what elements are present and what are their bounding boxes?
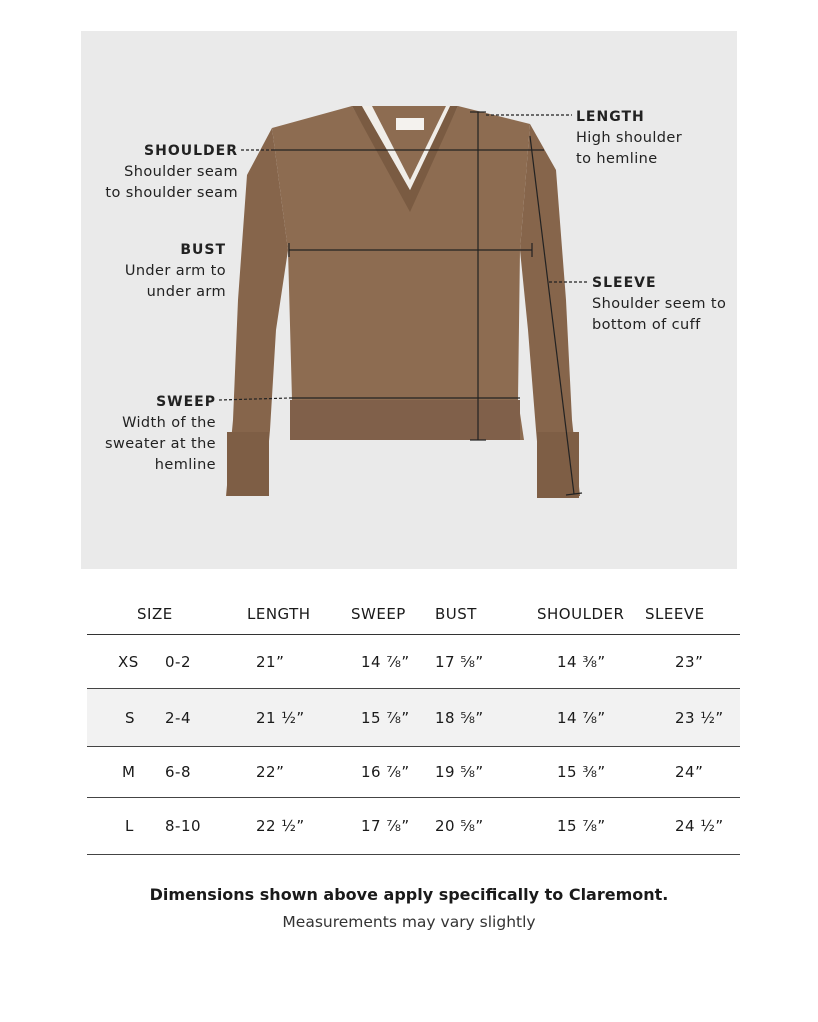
cell-shoulder: 14 ⅞” xyxy=(537,689,645,747)
label-bust-title: BUST xyxy=(180,242,226,258)
cell-range: 8-10 xyxy=(165,798,247,855)
header-size: SIZE xyxy=(87,593,247,635)
label-sleeve-title: SLEEVE xyxy=(592,275,657,291)
label-length-title: LENGTH xyxy=(576,109,645,125)
cell-sweep: 14 ⅞” xyxy=(351,635,435,689)
label-length-desc-2: to hemline xyxy=(576,151,658,167)
cell-shoulder: 15 ⅞” xyxy=(537,798,645,855)
cell-shoulder: 15 ⅜” xyxy=(537,747,645,798)
label-bust-desc-2: under arm xyxy=(146,284,226,300)
label-shoulder-desc-1: Shoulder seam xyxy=(124,164,238,180)
cell-sleeve: 24” xyxy=(645,747,740,798)
cell-sleeve: 24 ½” xyxy=(645,798,740,855)
label-shoulder xyxy=(95,141,238,204)
cell-size: M xyxy=(87,747,165,798)
cell-size: XS xyxy=(87,635,165,689)
label-bust xyxy=(100,240,226,303)
cell-range: 2-4 xyxy=(165,689,247,747)
cell-sweep: 16 ⅞” xyxy=(351,747,435,798)
cell-shoulder: 14 ⅜” xyxy=(537,635,645,689)
header-sleeve: SLEEVE xyxy=(645,593,740,635)
label-length-desc-1: High shoulder xyxy=(576,130,683,146)
label-shoulder-desc-2: to shoulder seam xyxy=(105,185,238,201)
label-sweep-title: SWEEP xyxy=(156,394,216,410)
table-row xyxy=(87,747,740,798)
label-sleeve-desc-1: Shoulder seem to xyxy=(592,296,727,312)
size-chart-table xyxy=(87,593,740,855)
cell-bust: 19 ⅝” xyxy=(435,747,537,798)
cell-sweep: 17 ⅞” xyxy=(351,798,435,855)
table-row xyxy=(87,635,740,689)
header-shoulder: SHOULDER xyxy=(537,593,645,635)
cell-length: 21 ½” xyxy=(247,689,351,747)
cell-bust: 18 ⅝” xyxy=(435,689,537,747)
cell-length: 22 ½” xyxy=(247,798,351,855)
cell-range: 6-8 xyxy=(165,747,247,798)
label-bust-desc-1: Under arm to xyxy=(124,263,226,279)
cell-sleeve: 23 ½” xyxy=(645,689,740,747)
cell-sleeve: 23” xyxy=(645,635,740,689)
label-sleeve-desc-2: bottom of cuff xyxy=(592,317,701,333)
table-row xyxy=(87,689,740,747)
footer-measurement-note: Measurements may vary slightly xyxy=(282,913,536,931)
header-bust: BUST xyxy=(435,593,537,635)
cell-bust: 20 ⅝” xyxy=(435,798,537,855)
label-sweep-desc-2: sweater at the xyxy=(105,436,216,452)
cell-length: 22” xyxy=(247,747,351,798)
table-header-row xyxy=(87,593,740,635)
cell-size: L xyxy=(87,798,165,855)
header-length: LENGTH xyxy=(247,593,351,635)
label-sweep-desc-1: Width of the xyxy=(122,415,216,431)
label-length xyxy=(576,107,726,170)
hem-band xyxy=(290,400,520,440)
label-sweep-desc-3: hemline xyxy=(154,457,216,473)
header-sweep: SWEEP xyxy=(351,593,435,635)
cell-range: 0-2 xyxy=(165,635,247,689)
cell-sweep: 15 ⅞” xyxy=(351,689,435,747)
cell-length: 21” xyxy=(247,635,351,689)
cell-bust: 17 ⅝” xyxy=(435,635,537,689)
label-sleeve xyxy=(592,273,742,336)
label-shoulder-title: SHOULDER xyxy=(144,143,238,159)
footer-dimensions-note: Dimensions shown above apply specifically to Claremont. xyxy=(149,885,669,904)
left-cuff xyxy=(227,432,269,496)
label-sweep xyxy=(90,392,216,476)
cell-size: S xyxy=(87,689,165,747)
table-row xyxy=(87,798,740,855)
